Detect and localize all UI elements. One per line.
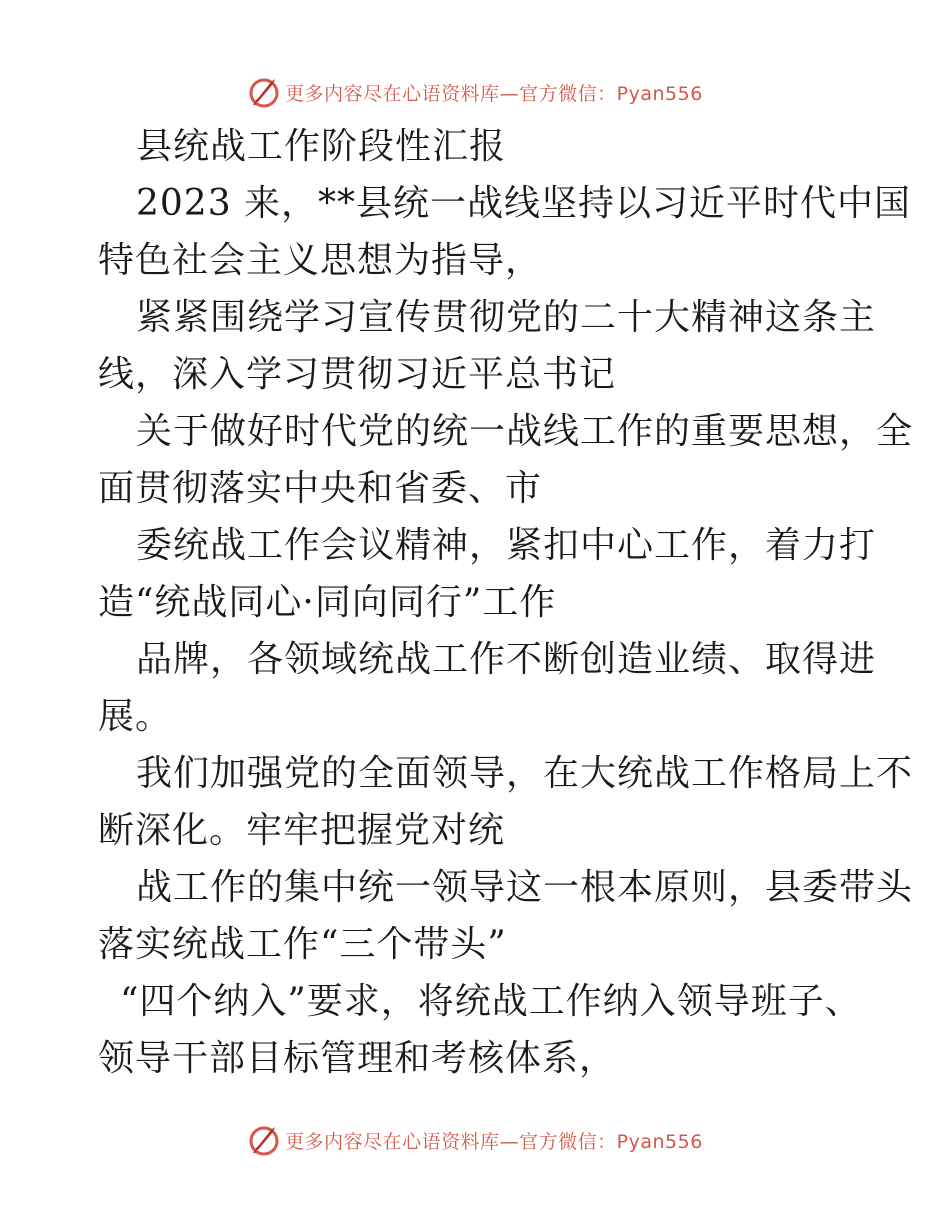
document-title: 县统战工作阶段性汇报 (136, 126, 507, 167)
paragraph-line: 领导干部目标管理和考核体系， (98, 1038, 617, 1079)
paragraph-line: 断深化。牢牢把握党对统 (98, 810, 506, 851)
paragraph-line: 委统战工作会议精神，紧扣中心工作，着力打 (136, 525, 877, 566)
paragraph-line: 落实统战工作“三个带头” (98, 924, 507, 965)
banner-text: 更多内容尽在心语资料库—官方微信：Pyan556 (285, 82, 703, 105)
paragraph-line: 紧紧围绕学习宣传贯彻党的二十大精神这条主 (136, 297, 877, 338)
quill-pen-circle-icon (247, 75, 281, 109)
banner-text: 更多内容尽在心语资料库—官方微信：Pyan556 (285, 1130, 703, 1153)
paragraph-line: 线，深入学习贯彻习近平总书记 (98, 354, 617, 395)
paragraph-line: 品牌，各领域统战工作不断创造业绩、取得进 (136, 639, 877, 680)
paragraph-line: 2023 来，**县统一战线坚持以习近平时代中国 (136, 183, 912, 224)
header-banner (0, 72, 950, 112)
quill-pen-circle-icon (247, 1123, 281, 1157)
paragraph-line: 战工作的集中统一领导这一根本原则，县委带头 (136, 867, 914, 908)
paragraph-line: 展。 (98, 696, 173, 737)
paragraph-line: 关于做好时代党的统一战线工作的重要思想，全 (136, 411, 914, 452)
paragraph-line: 造“统战同心·同向同行”工作 (98, 582, 557, 623)
paragraph-line: 我们加强党的全面领导，在大统战工作格局上不 (136, 753, 914, 794)
paragraph-line: 面贯彻落实中央和省委、市 (98, 468, 543, 509)
paragraph-line: 特色社会主义思想为指导， (98, 240, 543, 281)
document-body (98, 118, 914, 1087)
footer-banner (0, 1120, 950, 1160)
paragraph-line: “四个纳入”要求，将统战工作纳入领导班子、 (120, 981, 862, 1022)
